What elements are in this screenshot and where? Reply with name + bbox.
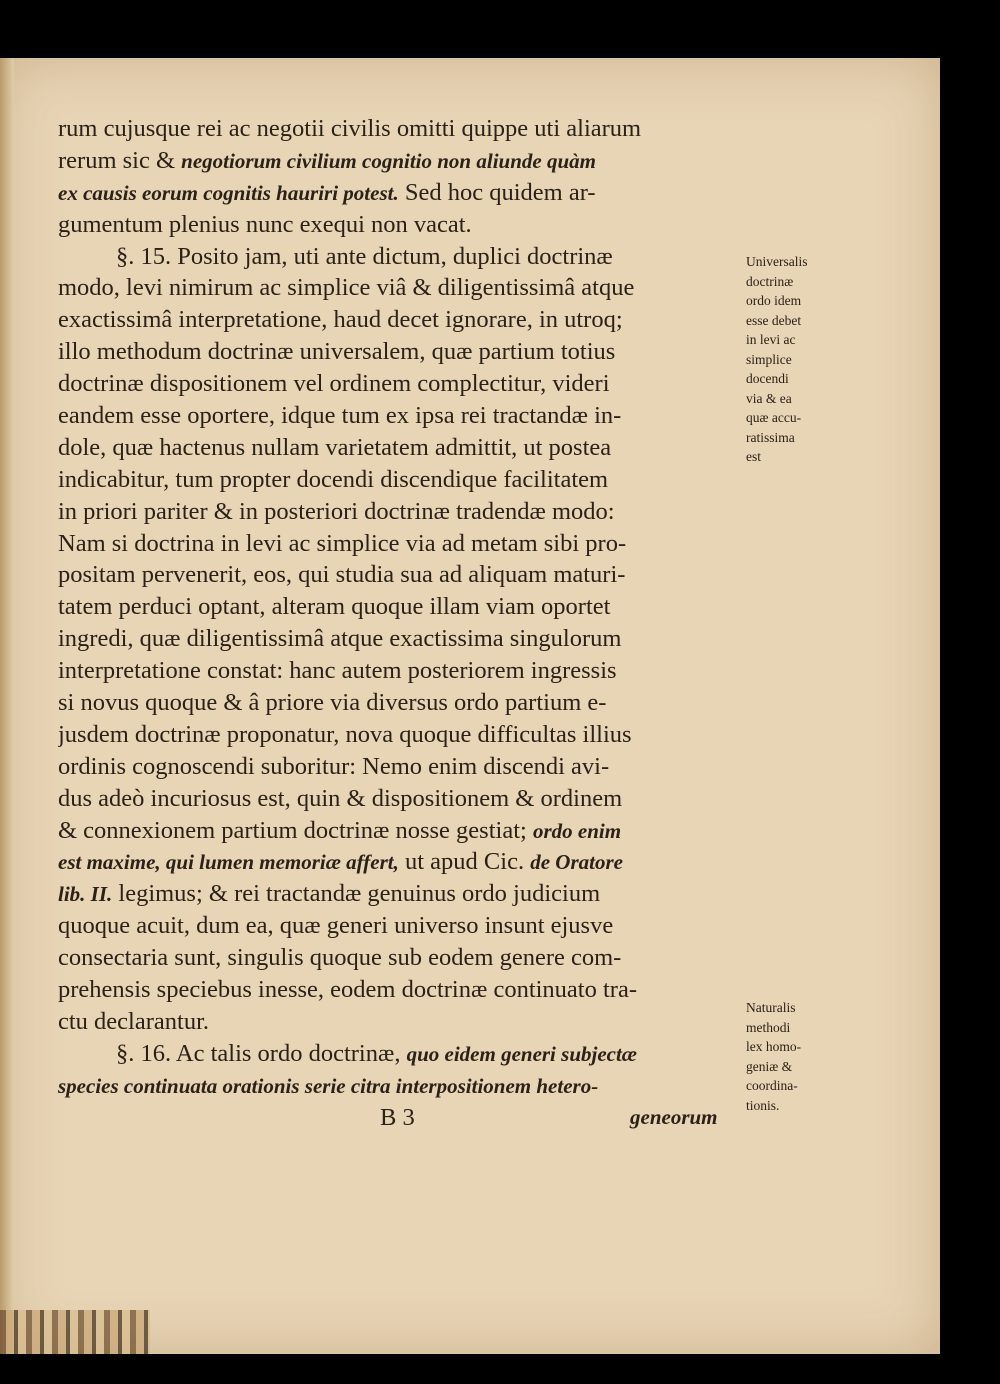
text-line	[58, 177, 738, 209]
text-line	[58, 783, 738, 815]
text-line	[58, 209, 738, 241]
text-line	[58, 304, 738, 336]
text-segment: ctu declarantur.	[58, 1007, 210, 1035]
text-segment: §. 15. Posito jam, uti ante dictum, duplici doctrinæ	[116, 242, 613, 270]
text-line	[58, 1038, 738, 1070]
italic-segment: lib. II.	[58, 882, 113, 907]
margin-note-line: geniæ &	[746, 1058, 793, 1074]
text-segment: prehensis speciebus inesse, eodem doctrinæ continuato tra-	[58, 976, 637, 1004]
text-segment: si novus quoque & â priore via diversus ordo partium e-	[58, 689, 607, 717]
margin-note-line: ordo idem	[746, 293, 802, 308]
text-segment: gumentum plenius nunc exequi non vacat.	[58, 210, 472, 238]
text-line	[58, 751, 738, 783]
catchword: geneorum	[630, 1104, 718, 1129]
italic-segment: ex causis eorum cognitis hauriri potest.	[58, 180, 399, 205]
text-segment: modo, levi nimirum ac simplice viâ & diligentissimâ atque	[58, 274, 635, 302]
margin-note-line: Naturalis	[746, 1000, 796, 1015]
margin-note-line: via & ea	[746, 390, 792, 406]
text-segment: doctrinæ dispositionem vel ordinem complectitur, videri	[58, 370, 610, 398]
text-segment: consectaria sunt, singulis quoque sub eodem genere com-	[58, 944, 622, 972]
margin-note-line: esse debet	[746, 312, 802, 328]
text-segment: ingredi, quæ diligentissimâ atque exactissima singulorum	[58, 625, 622, 653]
margin-note-line: docendi	[746, 371, 789, 386]
text-line	[58, 272, 738, 304]
italic-segment: ordo enim	[532, 818, 622, 843]
margin-note-line: doctrinæ	[746, 273, 794, 289]
margin-note-line: quæ accu-	[746, 410, 802, 425]
text-segment: rum cujusque rei ac negotii civilis omitti quippe uti aliarum	[58, 115, 642, 142]
text-line	[58, 910, 738, 942]
text-segment: in priori pariter & in posteriori doctrinæ tradendæ modo:	[58, 497, 615, 525]
text-segment: quoque acuit, dum ea, quæ generi universo insunt ejusve	[58, 912, 614, 940]
text-segment: positam pervenerit, eos, qui studia sua ad aliquam maturi-	[58, 561, 626, 589]
text-line	[58, 687, 738, 719]
text-line	[58, 1006, 738, 1038]
text-segment: illo methodum doctrinæ universalem, quæ partium totius	[58, 338, 616, 366]
text-line	[58, 528, 738, 560]
text-segment: legimus; & rei tractandæ genuinus ordo judicium	[112, 880, 601, 908]
italic-segment: quo eidem generi subjectæ	[406, 1041, 637, 1066]
text-segment: tatem perduci optant, alteram quoque illam viam oportet	[58, 593, 611, 621]
text-segment: Nam si doctrina in levi ac simplice via ad metam sibi pro-	[58, 529, 627, 557]
margin-note-naturalis	[746, 998, 856, 1115]
text-segment: Sed hoc quidem ar-	[398, 178, 596, 206]
text-segment: interpretatione constat: hanc autem posteriorem ingressis	[58, 657, 617, 685]
text-line	[58, 591, 738, 623]
margin-note-line: in levi ac	[746, 332, 796, 347]
text-line	[58, 655, 738, 687]
text-segment: jusdem doctrinæ proponatur, nova quoque difficultas illius	[58, 720, 632, 748]
text-segment: rerum sic &	[58, 146, 182, 174]
text-line	[58, 432, 738, 464]
italic-segment: de Oratore	[530, 850, 623, 875]
margin-note-line: methodi	[746, 1019, 791, 1035]
main-text-block	[58, 113, 738, 1134]
text-segment: ut apud Cic.	[398, 848, 531, 876]
margin-note-line: simplice	[746, 351, 792, 367]
text-segment: indicabitur, tum propter docendi discendique facilitatem	[58, 465, 609, 493]
text-segment: §. 16. Ac talis ordo doctrinæ,	[116, 1039, 407, 1067]
margin-note-line: lex homo-	[746, 1039, 802, 1054]
text-line	[58, 336, 738, 368]
italic-segment: est maxime, qui lumen memoriæ affert,	[58, 850, 399, 875]
margin-note-line: Universalis	[746, 254, 808, 269]
text-line	[58, 815, 738, 847]
margin-note-line: ratissima	[746, 429, 795, 445]
text-line	[58, 113, 738, 145]
text-segment: eandem esse oportere, idque tum ex ipsa rei tractandæ in-	[58, 402, 622, 430]
text-line	[58, 241, 738, 273]
text-segment: dole, quæ hactenus nullam varietatem admittit, ut postea	[58, 433, 612, 461]
catchword-line	[58, 1102, 738, 1134]
margin-note-universalis	[746, 252, 856, 467]
page-edge	[0, 58, 14, 1354]
text-line	[58, 942, 738, 974]
margin-note-line: tionis.	[746, 1097, 780, 1113]
text-line	[58, 559, 738, 591]
italic-segment: species continuata orationis serie citra interpositionem hetero-	[58, 1073, 599, 1098]
text-line	[58, 145, 738, 177]
text-segment: ordinis cognoscendi suboritur: Nemo enim discendi avi-	[58, 752, 610, 780]
text-line	[58, 464, 738, 496]
margin-note-line: est	[746, 449, 761, 464]
text-segment: dus adeò incuriosus est, quin & dispositionem & ordinem	[58, 784, 623, 812]
text-line	[58, 496, 738, 528]
text-line	[58, 974, 738, 1006]
text-segment: & connexionem partium doctrinæ nosse gestiat;	[58, 816, 533, 844]
text-segment: exactissimâ interpretatione, haud decet ignorare, in utroq;	[58, 306, 623, 334]
signature-mark: B 3	[380, 1103, 415, 1131]
text-line	[58, 368, 738, 400]
text-line	[58, 1070, 738, 1102]
italic-segment: negotiorum civilium cognitio non aliunde quàm	[181, 148, 596, 173]
text-line	[58, 400, 738, 432]
text-line	[58, 623, 738, 655]
text-line	[58, 878, 738, 910]
binding-strip	[0, 1310, 150, 1354]
margin-note-line: coordina-	[746, 1078, 798, 1093]
text-line	[58, 719, 738, 751]
text-line	[58, 846, 738, 878]
